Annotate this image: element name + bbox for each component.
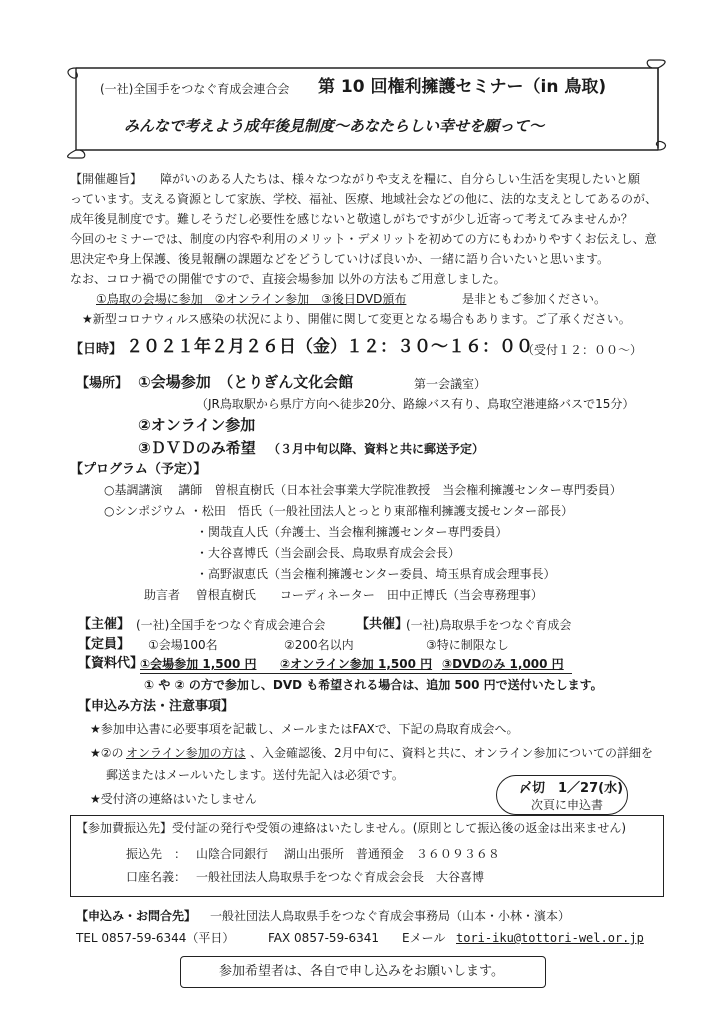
seminar-title: 第 10 回権利擁護セミナー（in 鳥取) bbox=[318, 77, 607, 97]
fee-underline bbox=[140, 673, 572, 674]
venue-label: 【場所】 bbox=[76, 376, 129, 391]
venue-option-3: ③ＤＶＤのみ希望 bbox=[138, 439, 256, 457]
apply-line-2-prefix: ★②の bbox=[90, 746, 124, 760]
purpose-line-3: 成年後見制度です。難しそうだし必要性を感じないと敬遠しがちですが少し近寄って考えてみませんか？ bbox=[70, 212, 633, 226]
apply-line-2-underlined: オンライン参加の方は bbox=[126, 746, 246, 760]
symposium-panelist-3: ・大谷喜博氏（当会副会長、鳥取県育成会会長） bbox=[196, 546, 461, 560]
host-value: (一社)全国手をつなぐ育成会連合会 bbox=[136, 618, 326, 632]
purpose-line-4: 今回のセミナーでは、制度の内容や利用のメリット・デメリットを初めての方にもわかりやすくお伝えし、意 bbox=[70, 232, 657, 246]
deadline-badge bbox=[496, 775, 628, 815]
venue-room: 第一会議室） bbox=[414, 377, 487, 391]
symposium-panelist-2: ・関哉直人氏（弁護士、当会権利擁護センター専門委員） bbox=[196, 525, 508, 539]
title-banner bbox=[62, 58, 668, 160]
venue-option-2: ②オンライン参加 bbox=[138, 416, 256, 434]
capacity-item-1: ①会場100名 bbox=[148, 638, 218, 652]
venue-access: （JR鳥取駅から県庁方向へ徒歩20分、路線バス有り、鳥取空港連絡バスで15分） bbox=[196, 397, 635, 411]
purpose-label: 【開催趣旨】 bbox=[70, 172, 143, 186]
apply-label: 【申込み方法・注意事項】 bbox=[78, 699, 235, 714]
contact-tel: TEL 0857-59-6344（平日） bbox=[76, 931, 235, 945]
symposium-panelist-1: ○シンポジウム ・松田 悟氏（一般社団法人とっとり東部権利擁護支援センター部長） bbox=[104, 504, 574, 518]
fee-item-1: ①会場参加 1,500 円 bbox=[140, 657, 257, 671]
advisor-coordinator: 助言者 曽根直樹氏 コーディネーター 田中正博氏（当会専務理事） bbox=[144, 588, 543, 602]
event-time: １２：３０～１６：００ bbox=[346, 337, 533, 357]
cohost-value: (一社)鳥取県手をつなぐ育成会 bbox=[406, 618, 572, 632]
dvd-addon-note: ① や ② の方で参加し、DVD も希望される場合は、追加 500 円で送付いたします。 bbox=[144, 678, 603, 692]
purpose-line-5: 思決定や身上保護、後見報酬の課題などをどうしていけば良いか、一緒に語り合いたいと思います。 bbox=[70, 252, 610, 266]
payment-label: 【参加費振込先】 bbox=[76, 821, 173, 835]
footer-box bbox=[180, 956, 546, 988]
apply-line-4: ★受付済の連絡はいたしません bbox=[90, 792, 257, 806]
holder-label: 口座名義： bbox=[126, 870, 187, 884]
bank-details: 山陰合同銀行 湖山出張所 普通預金 ３６０９３６８ bbox=[196, 847, 500, 861]
account-holder: 一般社団法人鳥取県手をつなぐ育成会会長 大谷喜博 bbox=[196, 870, 485, 884]
scroll-banner-frame bbox=[62, 58, 668, 160]
participation-options: ①鳥取の会場に参加 ②オンライン参加 ③後日DVD頒布 bbox=[96, 292, 407, 306]
bank-label: 振込先 ： bbox=[126, 847, 187, 861]
cohost-label: 【共催】 bbox=[356, 617, 409, 632]
venue-option-1: ①会場参加 （とりぎん文化会館 bbox=[138, 373, 354, 391]
capacity-item-3: ③特に制限なし bbox=[426, 638, 509, 652]
fee-label: 【資料代】 bbox=[78, 656, 144, 671]
apply-line-3: 郵送またはメールいたします。送付先記入は必須です。 bbox=[106, 768, 404, 782]
capacity-label: 【定員】 bbox=[78, 637, 131, 652]
fee-item-2: ②オンライン参加 1,500 円 bbox=[280, 657, 433, 671]
symposium-panelist-4: ・高野淑恵氏（当会権利擁護センター委員、埼玉県育成会理事長） bbox=[196, 567, 556, 581]
program-label: 【プログラム（予定）】 bbox=[70, 462, 207, 477]
organizer-name: (一社)全国手をつなぐ育成会連合会 bbox=[100, 82, 290, 96]
host-label: 【主催】 bbox=[78, 617, 131, 632]
payment-note: 受付証の発行や受領の連絡はいたしません。(原則として振込後の返金は出来ません) bbox=[172, 821, 627, 835]
apply-line-1: ★参加申込書に必要事項を記載し、メールまたはFAXで、下記の鳥取育成会へ。 bbox=[90, 722, 519, 736]
fee-item-3: ③DVDのみ 1,000 円 bbox=[442, 657, 564, 671]
apply-line-2-rest: 、入金確認後、2月中旬に、資料と共に、オンライン参加についての詳細を bbox=[250, 746, 654, 760]
venue-option-3-note: （３月中旬以降、資料と共に郵送予定） bbox=[268, 442, 485, 456]
contact-org: 一般社団法人鳥取県手をつなぐ育成会事務局（山本・小林・濱本） bbox=[210, 909, 571, 923]
contact-email-label: Eメール bbox=[402, 931, 446, 945]
keynote-lecture: ○基調講演 講師 曽根直樹氏（日本社会事業大学院准教授 当会権利擁護センター専門委員） bbox=[104, 483, 622, 497]
purpose-line-1: 障がいのある人たちは、様々なつながりや支えを糧に、自分らしい生活を実現したいと願 bbox=[160, 172, 641, 186]
participation-options-suffix: 是非ともご参加ください。 bbox=[462, 292, 607, 306]
contact-email[interactable]: tori-iku@tottori-wel.or.jp bbox=[456, 931, 644, 945]
seminar-subtitle: みんなで考えよう成年後見制度～あなたらしい幸せを願って～ bbox=[124, 117, 545, 135]
contact-label: 【申込み・お問合先】 bbox=[76, 909, 197, 923]
deadline-date: 〆切 1／27(水) bbox=[519, 781, 624, 796]
reception-time: （受付１２：００～） bbox=[522, 343, 643, 357]
event-date: ２０２１年２月２６日（金） bbox=[126, 337, 347, 357]
footer-message: 参加希望者は、各自で申し込みをお願いします。 bbox=[219, 964, 504, 979]
purpose-line-6: なお、コロナ禍での開催ですので、直接会場参加 以外の方法もご用意しました。 bbox=[70, 272, 506, 286]
datetime-label: 【日時】 bbox=[70, 342, 123, 357]
covid-note: ★新型コロナウィルス感染の状況により、開催に関して変更となる場合もあります。ご了承ください。 bbox=[82, 312, 631, 326]
capacity-item-2: ②200名以内 bbox=[284, 638, 354, 652]
purpose-line-2: っています。支える資源として家族、学校、福祉、医療、地域社会などの他に、法的な支えとしてあるのが、 bbox=[70, 192, 658, 206]
deadline-note: 次頁に申込書 bbox=[531, 798, 604, 812]
contact-fax: FAX 0857-59-6341 bbox=[268, 931, 380, 945]
